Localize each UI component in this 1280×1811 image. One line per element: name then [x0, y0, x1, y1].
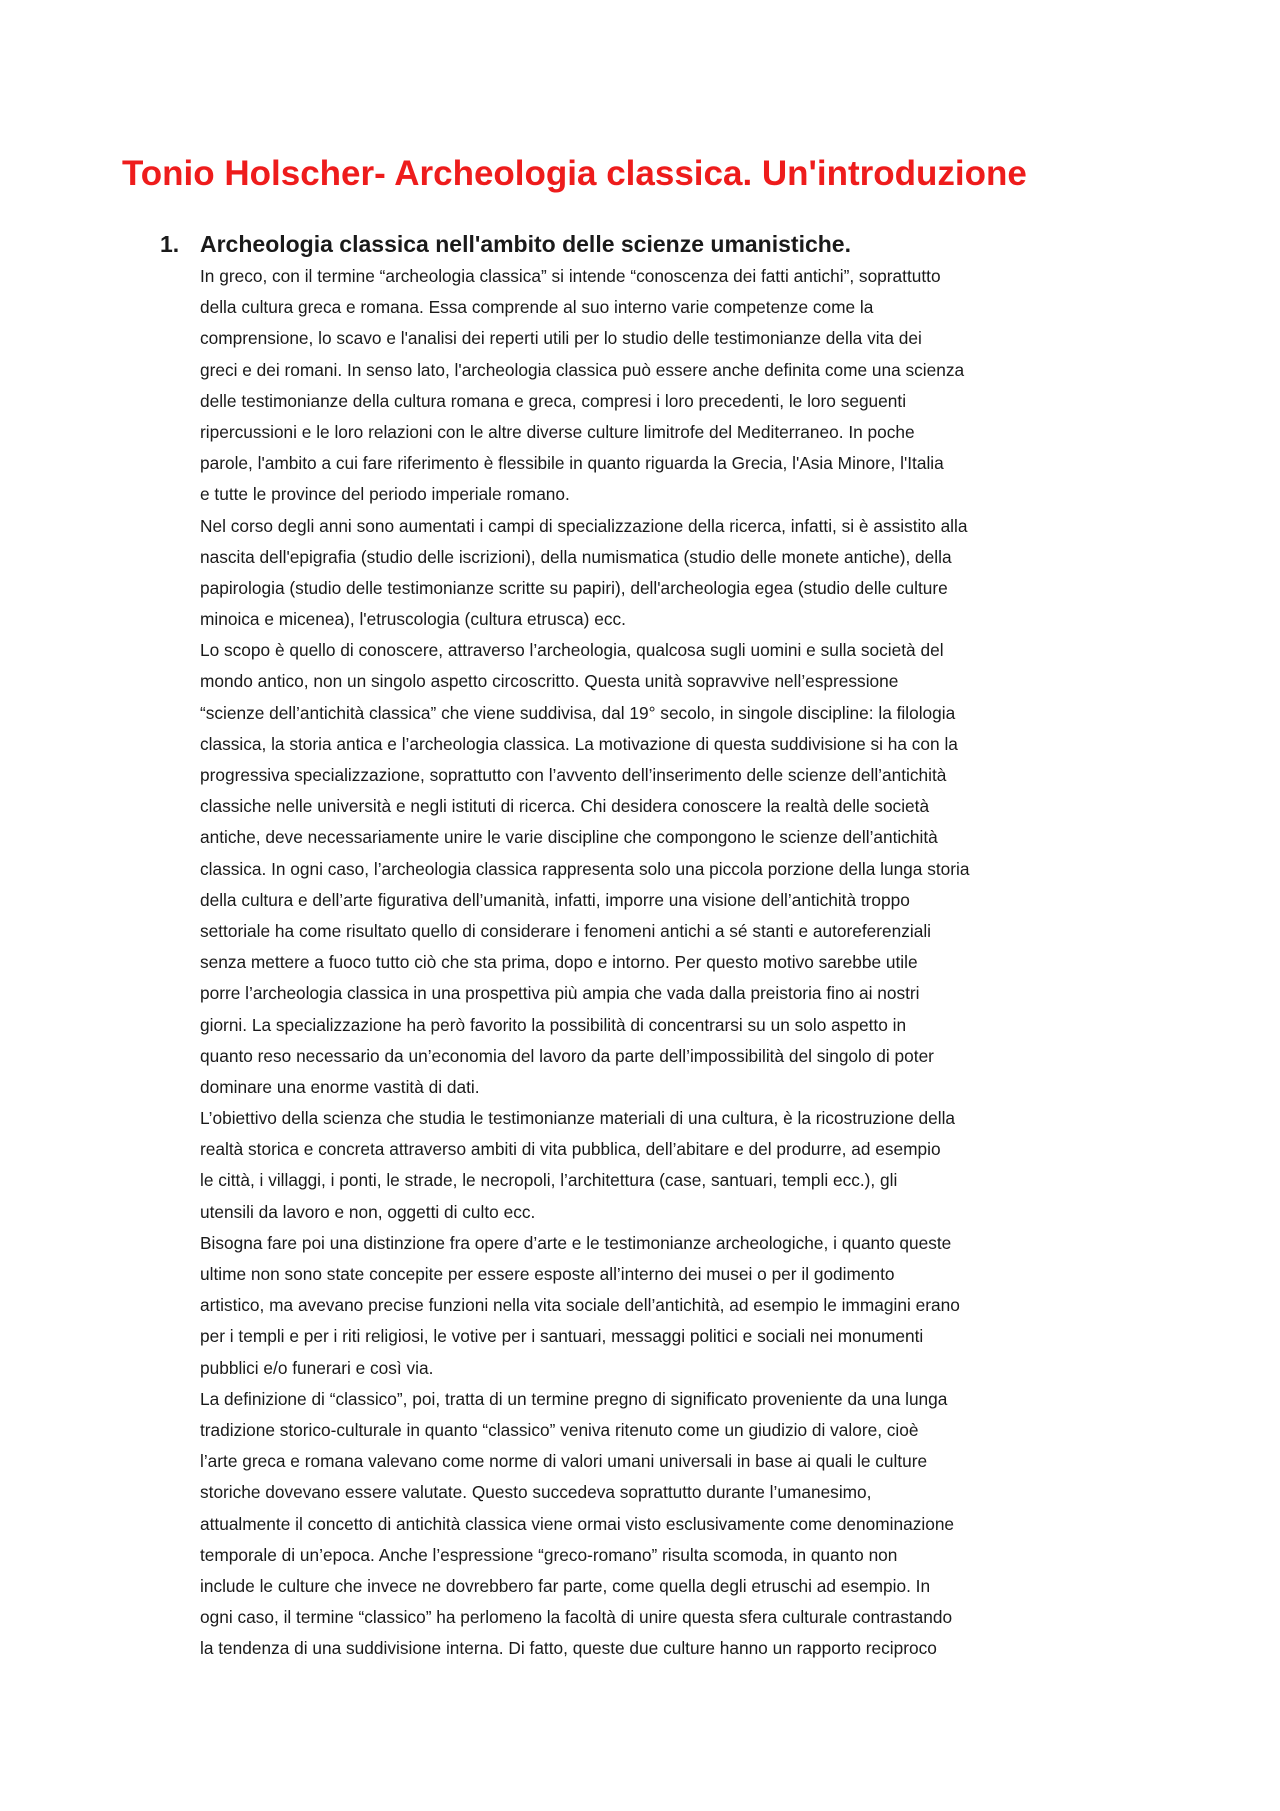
body-text-line: e tutte le province del periodo imperiale romano. — [200, 484, 570, 505]
body-text-line: tradizione storico-culturale in quanto “classico” veniva ritenuto come un giudizio di valore, cioè — [200, 1419, 919, 1440]
body-text-line: della cultura e dell’arte figurativa dell’umanità, infatti, imporre una visione dell’antichità troppo — [200, 889, 910, 910]
section-heading — [160, 227, 1160, 261]
body-text-line: le città, i villaggi, i ponti, le strade, le necropoli, l’architettura (case, santuari, templi ecc.), gli — [200, 1170, 898, 1191]
section-body — [160, 261, 1160, 1664]
body-text-line: progressiva specializzazione, soprattutto con l’avvento dell’inserimento delle scienze dell’antichità — [200, 765, 947, 785]
body-text-line: parole, l'ambito a cui fare riferimento è flessibile in quanto riguarda la Grecia, l'Asia Minore, l'Italia — [200, 453, 944, 474]
body-text-line: attualmente il concetto di antichità classica viene ormai visto esclusivamente come denominazione — [200, 1513, 955, 1534]
body-text-line: ripercussioni e le loro relazioni con le altre diverse culture limitrofe del Mediterraneo. In poche — [200, 421, 915, 442]
body-text-line: pubblici e/o funerari e così via. — [200, 1357, 434, 1378]
body-text-line: L’obiettivo della scienza che studia le testimonianze materiali di una cultura, è la ricostruzione della — [200, 1108, 956, 1129]
body-text-line: dominare una enorme vastità di dati. — [200, 1076, 480, 1097]
body-text-line: la tendenza di una suddivisione interna. Di fatto, queste due culture hanno un rapporto reciproco — [200, 1638, 937, 1659]
body-text-line: giorni. La specializzazione ha però favorito la possibilità di concentrarsi su un solo aspetto in — [200, 1014, 907, 1035]
body-text-line: include le culture che invece ne dovrebbero far parte, come quella degli etruschi ad esempio. In — [200, 1575, 931, 1596]
body-text-line: “scienze dell’antichità classica” che viene suddivisa, dal 19° secolo, in singole discipline: la filologia — [200, 702, 956, 723]
body-text-line: storiche dovevano essere valutate. Questo succedeva soprattutto durante l’umanesimo, — [200, 1482, 872, 1503]
body-text-line: porre l’archeologia classica in una prospettiva più ampia che vada dalla preistoria fino ai nostri — [200, 983, 920, 1004]
section-number: 1. — [160, 231, 180, 257]
body-text-line: della cultura greca e romana. Essa comprende al suo interno varie competenze come la — [200, 297, 874, 318]
body-text-line: minoica e micenea), l'etruscologia (cultura etrusca) ecc. — [200, 609, 626, 630]
body-text-line: ultime non sono state concepite per essere esposte all’interno dei musei o per il godimento — [200, 1264, 895, 1284]
body-text-line: nascita dell'epigrafia (studio delle iscrizioni), della numismatica (studio delle monete antiche), della — [200, 546, 952, 567]
document-title: Tonio Holscher- Archeologia classica. Un'introduzione — [122, 154, 1027, 193]
body-text-line: Bisogna fare poi una distinzione fra opere d’arte e le testimonianze archeologiche, i quanto queste — [200, 1232, 952, 1253]
body-text-line: La definizione di “classico”, poi, tratta di un termine pregno di significato proveniente da una lunga — [200, 1388, 948, 1409]
body-text-line: artistico, ma avevano precise funzioni nella vita sociale dell’antichità, ad esempio le immagini erano — [200, 1295, 960, 1316]
section-1 — [160, 227, 1160, 1664]
body-text-line: l’arte greca e romana valevano come norme di valori umani universali in base ai quali le culture — [200, 1451, 928, 1472]
body-text-line: Nel corso degli anni sono aumentati i campi di specializzazione della ricerca, infatti, si è assistito alla — [200, 515, 968, 536]
body-text-line: realtà storica e concreta attraverso ambiti di vita pubblica, dell’abitare e del produrre, ad esempio — [200, 1139, 941, 1160]
body-text-line: ogni caso, il termine “classico” ha perlomeno la facoltà di unire questa sfera culturale contrastando — [200, 1607, 953, 1628]
section-heading-text: Archeologia classica nell'ambito delle scienze umanistiche. — [200, 231, 851, 257]
body-text-line: Lo scopo è quello di conoscere, attraverso l’archeologia, qualcosa sugli uomini e sulla società del — [200, 640, 944, 661]
body-text-line: classica, la storia antica e l’archeologia classica. La motivazione di questa suddivisione si ha con la — [200, 733, 958, 754]
body-text-line: settoriale ha come risultato quello di considerare i fenomeni antichi a sé stanti e autoreferenziali — [200, 920, 932, 941]
body-text-line: utensili da lavoro e non, oggetti di culto ecc. — [200, 1201, 536, 1222]
body-text-line: papirologia (studio delle testimonianze scritte su papiri), dell'archeologia egea (studio delle culture — [200, 577, 948, 598]
body-text-line: comprensione, lo scavo e l'analisi dei reperti utili per lo studio delle testimonianze della vita dei — [200, 328, 922, 349]
body-text-line: senza mettere a fuoco tutto ciò che sta prima, dopo e intorno. Per questo motivo sarebbe utile — [200, 952, 918, 973]
body-text-line: temporale di un’epoca. Anche l’espressione “greco-romano” risulta scomoda, in quanto non — [200, 1544, 898, 1565]
body-text-line: quanto reso necessario da un’economia del lavoro da parte dell’impossibilità del singolo di poter — [200, 1045, 934, 1066]
body-text-line: per i templi e per i riti religiosi, le votive per i santuari, messaggi politici e sociali nei monumenti — [200, 1326, 924, 1347]
body-text-line: antiche, deve necessariamente unire le varie discipline che compongono le scienze dell’antichità — [200, 827, 938, 848]
body-text-line: classica. In ogni caso, l’archeologia classica rappresenta solo una piccola porzione della lunga storia — [200, 858, 970, 879]
body-text-line: delle testimonianze della cultura romana e greca, compresi i loro precedenti, le loro seguenti — [200, 390, 907, 411]
body-text-line: greci e dei romani. In senso lato, l'archeologia classica può essere anche definita come una scienza — [200, 359, 965, 380]
body-text-line: In greco, con il termine “archeologia classica” si intende “conoscenza dei fatti antichi”, soprattutto — [200, 266, 941, 286]
body-text-line: classiche nelle università e negli istituti di ricerca. Chi desidera conoscere la realtà delle società — [200, 796, 930, 817]
body-text-line: mondo antico, non un singolo aspetto circoscritto. Questa unità sopravvive nell’espressione — [200, 671, 899, 692]
